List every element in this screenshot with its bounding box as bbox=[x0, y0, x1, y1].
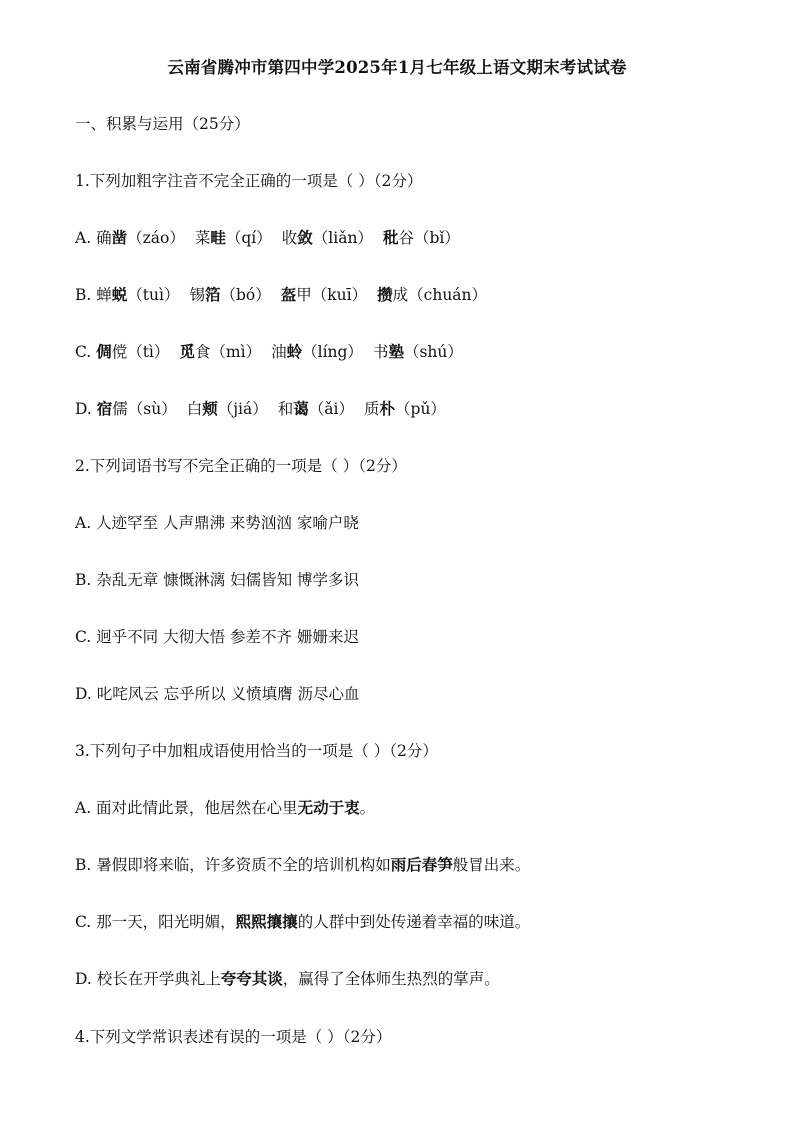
question-1-stem: 1.下列加粗字注音不完全正确的一项是（ ）（2分） bbox=[75, 172, 423, 190]
question-1-option-b: B. 蝉蜕（tuì） 锡箔（bó） 盔甲（kuī） 攒成（chuán） bbox=[75, 285, 488, 304]
question-1-option-a: A. 确凿（záo） 菜畦（qí） 收敛（liǎn） 秕谷（bǐ） bbox=[75, 228, 460, 247]
question-2-option-b: B. 杂乱无章 慷慨淋漓 妇儒皆知 博学多识 bbox=[75, 571, 360, 589]
question-2-option-c: C. 迥乎不同 大彻大悟 参差不齐 姗姗来迟 bbox=[75, 628, 359, 646]
question-2-option-a: A. 人迹罕至 人声鼎沸 来势汹汹 家喻户晓 bbox=[75, 514, 359, 532]
exam-title: 云南省腾冲市第四中学2025年1月七年级上语文期末考试试卷 bbox=[167, 58, 627, 77]
question-3-stem: 3.下列句子中加粗成语使用恰当的一项是（ ）（2分） bbox=[75, 742, 438, 760]
question-4-stem: 4.下列文学常识表述有误的一项是（ ）（2分） bbox=[75, 1028, 392, 1046]
question-1-option-d: D. 宿儒（sù） 白颊（jiá） 和蔼（ǎi） 质朴（pǔ） bbox=[75, 399, 446, 418]
section-heading: 一、积累与运用（25分） bbox=[75, 115, 250, 133]
question-3-option-c: C. 那一天，阳光明媚，熙熙攘攘的人群中到处传递着幸福的味道。 bbox=[75, 912, 531, 931]
question-3-option-b: B. 暑假即将来临，许多资质不全的培训机构如雨后春笋般冒出来。 bbox=[75, 855, 531, 874]
question-2-option-d: D. 叱咤风云 忘乎所以 义愤填膺 沥尽心血 bbox=[75, 685, 360, 703]
question-3-option-a: A. 面对此情此景，他居然在心里无动于衷。 bbox=[75, 798, 376, 817]
question-3-option-d: D. 校长在开学典礼上夸夸其谈，赢得了全体师生热烈的掌声。 bbox=[75, 969, 500, 988]
question-1-option-c: C. 倜傥（tì） 觅食（mì） 油蛉（líng） 书塾（shú） bbox=[75, 342, 463, 361]
question-2-stem: 2.下列词语书写不完全正确的一项是（ ）（2分） bbox=[75, 457, 407, 475]
